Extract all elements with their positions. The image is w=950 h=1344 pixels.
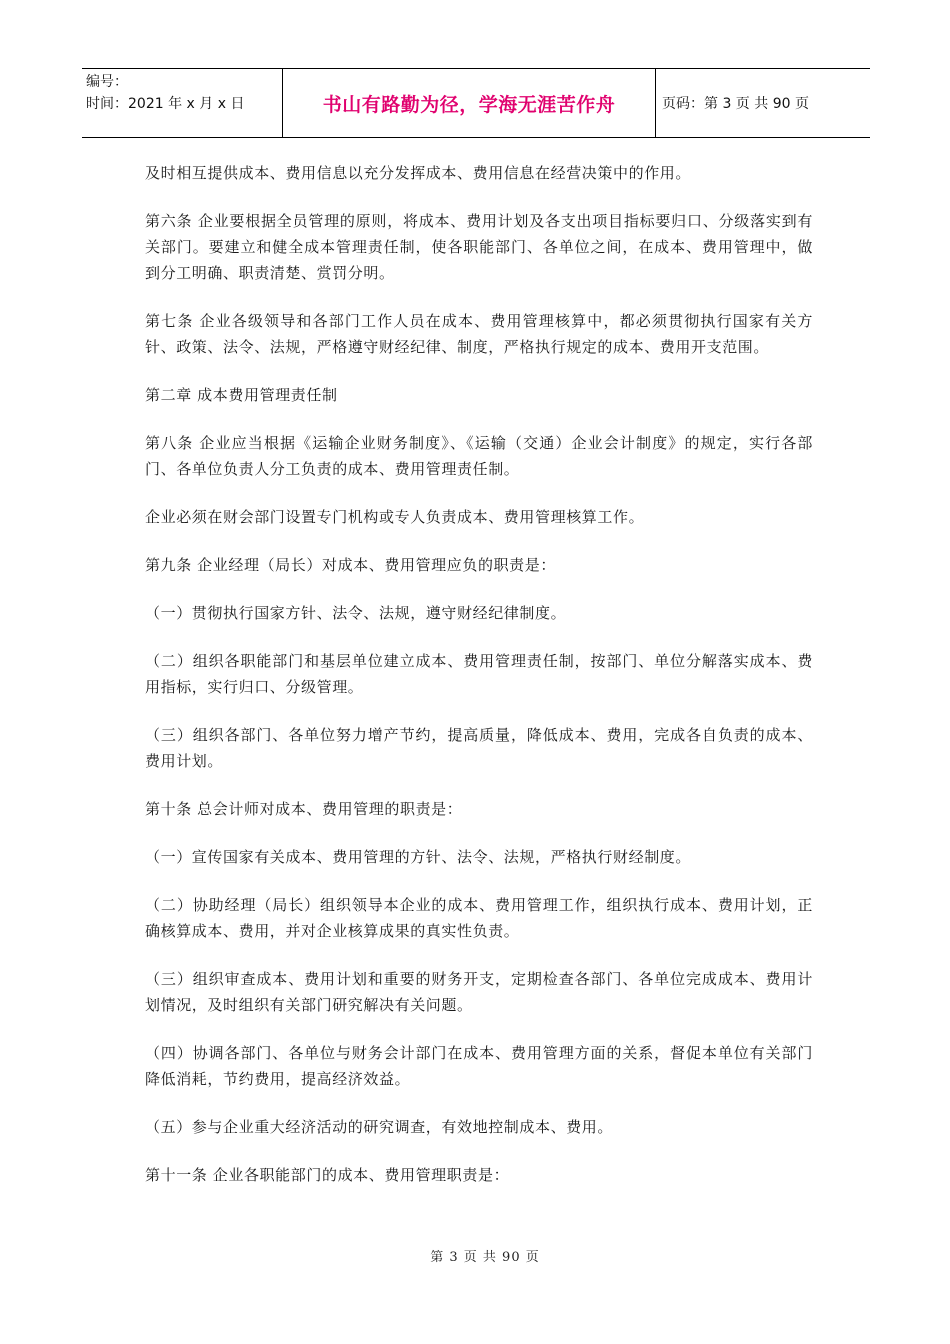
paragraph: 第六条 企业要根据全员管理的原则，将成本、费用计划及各支出项目指标要归口、分级落实到有关部门。要建立和健全成本管理责任制，使各职能部门、各单位之间，在成本、费用管理中，做到分工明确、职责清楚、赏罚分明。 bbox=[145, 212, 813, 282]
list-item: （五）参与企业重大经济活动的研究调查，有效地控制成本、费用。 bbox=[145, 1118, 614, 1136]
header-page-info: 页码：第 3 页 共 90 页 bbox=[662, 96, 809, 112]
paragraph: 企业必须在财会部门设置专门机构或专人负责成本、费用管理核算工作。 bbox=[145, 508, 645, 526]
list-item: （二）协助经理（局长）组织领导本企业的成本、费用管理工作，组织执行成本、费用计划，正确核算成本、费用，并对企业核算成果的真实性负责。 bbox=[145, 896, 813, 940]
document-body bbox=[145, 160, 813, 1210]
list-item: （三）组织各部门、各单位努力增产节约，提高质量，降低成本、费用，完成各自负责的成本、费用计划。 bbox=[145, 726, 813, 770]
header-motto-cell bbox=[282, 69, 656, 137]
chapter-heading: 第二章 成本费用管理责任制 bbox=[145, 386, 338, 404]
list-item: （一）宣传国家有关成本、费用管理的方针、法令、法规，严格执行财经制度。 bbox=[145, 848, 692, 866]
list-item: （一）贯彻执行国家方针、法令、法规，遵守财经纪律制度。 bbox=[145, 604, 567, 622]
document-number-label: 编号： bbox=[86, 74, 128, 90]
paragraph: 第九条 企业经理（局长）对成本、费用管理应负的职责是： bbox=[145, 556, 556, 574]
paragraph: 及时相互提供成本、费用信息以充分发挥成本、费用信息在经营决策中的作用。 bbox=[145, 164, 692, 182]
paragraph: 第七条 企业各级领导和各部门工作人员在成本、费用管理核算中，都必须贯彻执行国家有关方针、政策、法令、法规，严格遵守财经纪律、制度，严格执行规定的成本、费用开支范围。 bbox=[145, 312, 813, 356]
document-date: 时间：2021 年 x 月 x 日 bbox=[86, 96, 245, 112]
paragraph: 第八条 企业应当根据《运输企业财务制度》、《运输（交通）企业会计制度》的规定，实行各部门、各单位负责人分工负责的成本、费用管理责任制。 bbox=[145, 434, 813, 478]
list-item: （四）协调各部门、各单位与财务会计部门在成本、费用管理方面的关系，督促本单位有关部门降低消耗，节约费用，提高经济效益。 bbox=[145, 1044, 813, 1088]
header-motto: 书山有路勤为径，学海无涯苦作舟 bbox=[322, 93, 616, 116]
paragraph: 第十一条 企业各职能部门的成本、费用管理职责是： bbox=[145, 1166, 510, 1184]
list-item: （三）组织审查成本、费用计划和重要的财务开支，定期检查各部门、各单位完成成本、费用计划情况，及时组织有关部门研究解决有关问题。 bbox=[145, 970, 813, 1014]
paragraph: 第十条 总会计师对成本、费用管理的职责是： bbox=[145, 800, 463, 818]
header-meta bbox=[82, 69, 282, 137]
document-header bbox=[82, 68, 870, 138]
page-footer: 第 3 页 共 90 页 bbox=[430, 1250, 540, 1265]
list-item: （二）组织各职能部门和基层单位建立成本、费用管理责任制，按部门、单位分解落实成本、费用指标，实行归口、分级管理。 bbox=[145, 652, 813, 696]
header-page-info-cell bbox=[656, 69, 870, 137]
